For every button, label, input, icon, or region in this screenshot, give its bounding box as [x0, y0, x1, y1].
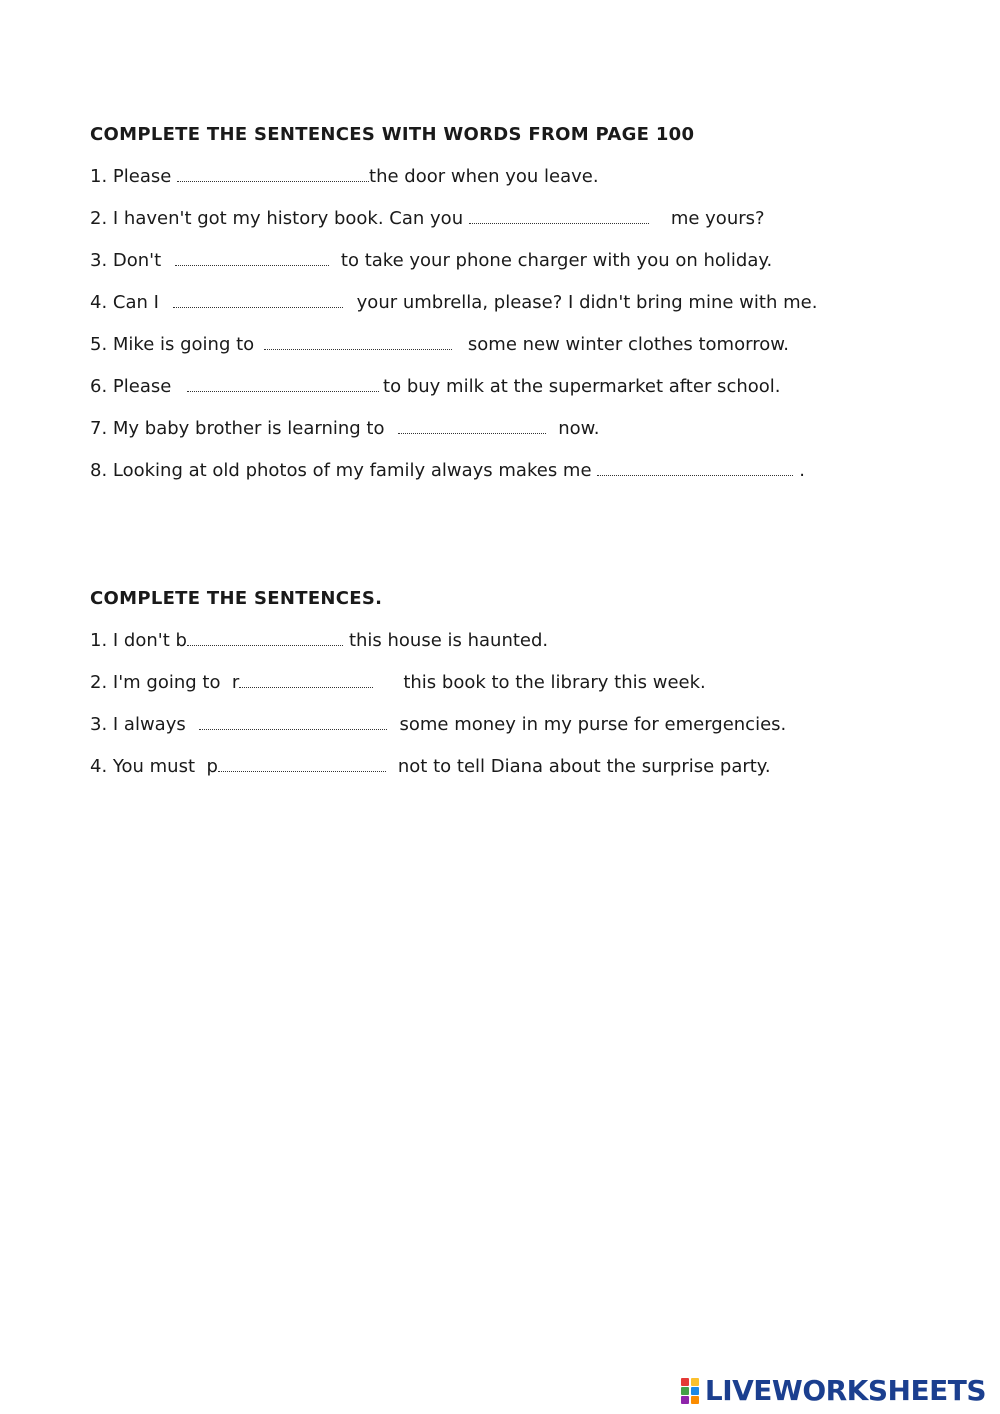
sentence-start: 7. My baby brother is learning to — [90, 418, 391, 439]
sentence-end: now. — [558, 418, 600, 439]
sentence-end: to buy milk at the supermarket after school. — [383, 376, 781, 397]
sentence-end: me yours? — [670, 208, 765, 229]
sentence-line — [90, 366, 970, 408]
sentence-line — [90, 704, 970, 746]
sentence-start: 2. I'm going to r — [90, 672, 240, 693]
sentence-line — [90, 746, 970, 788]
answer-blank[interactable] — [469, 203, 649, 224]
sentence-end: to take your phone charger with you on holiday. — [340, 250, 773, 271]
sentence-line — [90, 198, 970, 240]
sentence-start: 3. I always — [90, 714, 192, 735]
sentence-start: 2. I haven't got my history book. Can you — [90, 208, 469, 229]
sentence-start: 8. Looking at old photos of my family always makes me — [90, 460, 598, 481]
logo-text: LIVEWORKSHEETS — [704, 1374, 986, 1407]
sentence-line — [90, 620, 970, 662]
sentence-end: the door when you leave. — [369, 166, 599, 187]
section-heading: COMPLETE THE SENTENCES WITH WORDS FROM PAGE 100 — [90, 124, 695, 145]
answer-blank[interactable] — [218, 751, 386, 772]
sentence-start: 6. Please — [90, 376, 178, 397]
answer-blank[interactable] — [187, 371, 379, 392]
liveworksheets-logo — [681, 1374, 986, 1407]
sentence-start: 4. You must p — [90, 756, 218, 777]
sentence-start: 1. I don't b — [90, 630, 187, 651]
answer-blank[interactable] — [597, 455, 793, 476]
sentence-line — [90, 450, 970, 492]
answer-blank[interactable] — [264, 329, 452, 350]
answer-blank[interactable] — [398, 413, 546, 434]
answer-blank[interactable] — [239, 667, 373, 688]
exercise-section-1 — [90, 122, 970, 492]
sentence-line — [90, 662, 970, 704]
answer-blank[interactable] — [173, 287, 343, 308]
sentence-line — [90, 282, 970, 324]
answer-blank[interactable] — [175, 245, 329, 266]
sentence-end: your umbrella, please? I didn't bring mine with me. — [356, 292, 818, 313]
sentence-start: 3. Don't — [90, 250, 167, 271]
sentence-end: some new winter clothes tomorrow. — [467, 334, 789, 355]
answer-blank[interactable] — [187, 625, 343, 646]
answer-blank[interactable] — [199, 709, 387, 730]
sentence-start: 4. Can I — [90, 292, 165, 313]
sentence-line — [90, 156, 970, 198]
sentence-end: this house is haunted. — [348, 630, 549, 651]
sentence-end: this book to the library this week. — [403, 672, 706, 693]
sentence-end: some money in my purse for emergencies. — [399, 714, 787, 735]
sentence-line — [90, 324, 970, 366]
sentence-start: 1. Please — [90, 166, 178, 187]
section-heading: COMPLETE THE SENTENCES. — [90, 588, 383, 609]
exercise-section-2 — [90, 586, 970, 788]
sentence-start: 5. Mike is going to — [90, 334, 260, 355]
liveworksheets-logo-icon — [681, 1378, 701, 1404]
answer-blank[interactable] — [177, 161, 369, 182]
sentence-line — [90, 240, 970, 282]
sentence-end: not to tell Diana about the surprise party. — [397, 756, 771, 777]
sentence-line — [90, 408, 970, 450]
sentence-end: . — [799, 460, 805, 481]
